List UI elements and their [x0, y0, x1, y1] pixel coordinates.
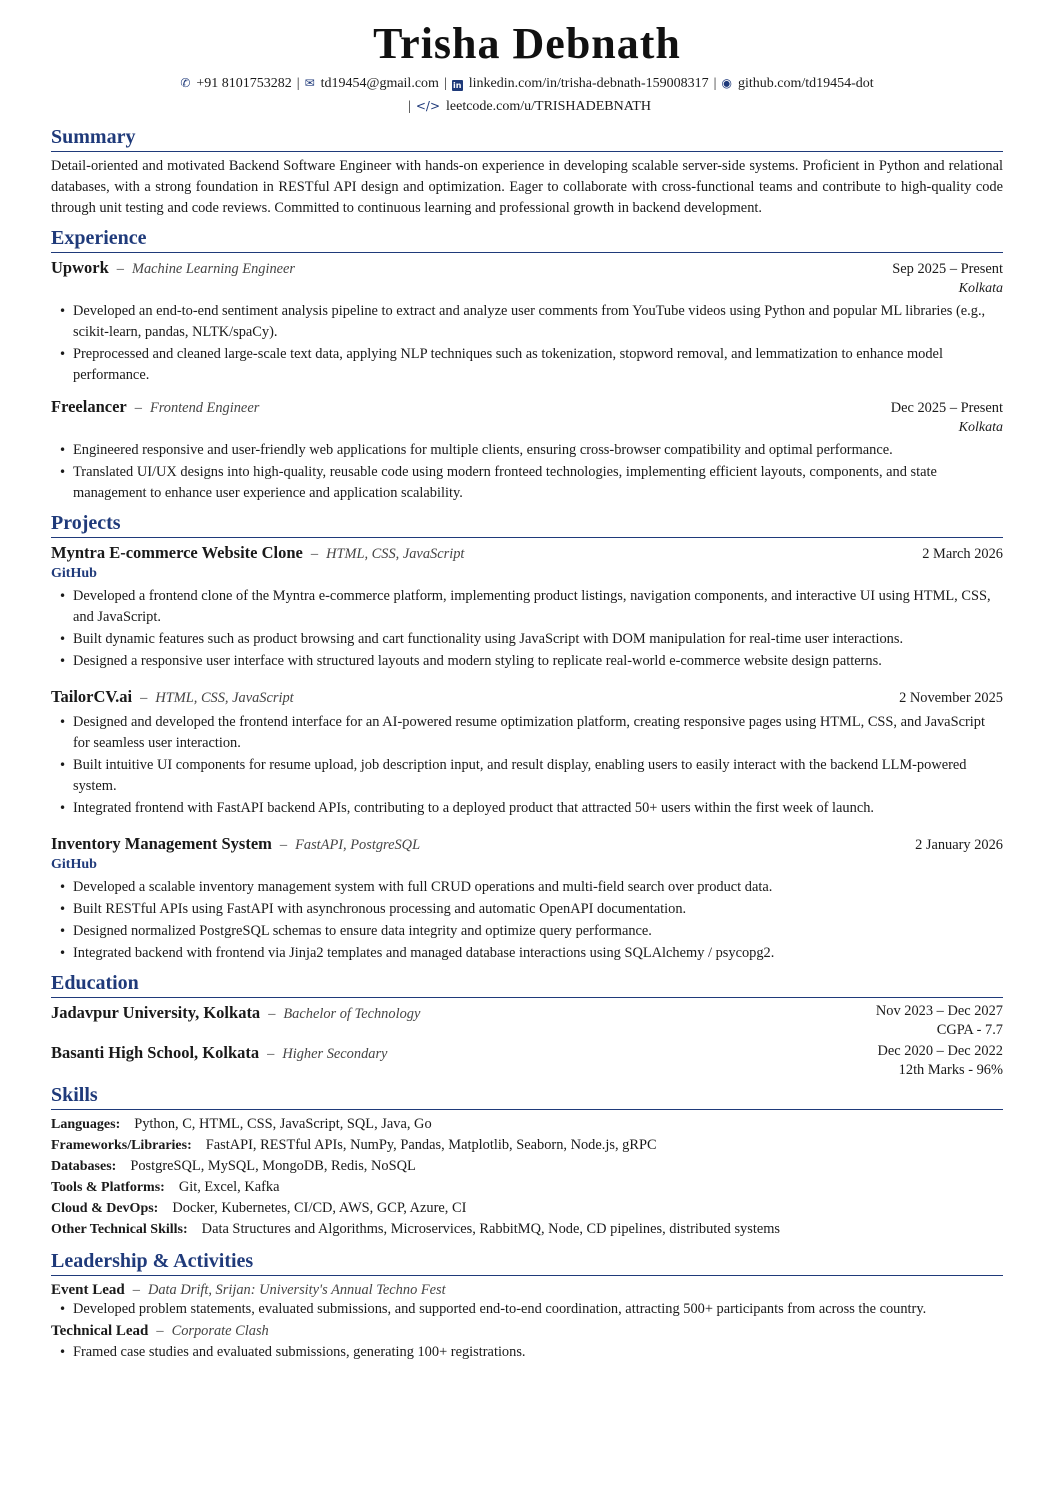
experience-entry: Freelancer – Frontend Engineer Dec 2025 – Present Kolkata • Engineered responsive and user-friendly web applications for multiple clients, ensuring cross-browser compatibility and optimal performance. • Translated UI/UX designs into high-quality, reusable code using modern fronteed technologies, implementing efficient layouts, components, and state management to enhance user experience and application scalability. [51, 396, 1003, 504]
github-link[interactable]: GitHub [51, 566, 97, 581]
skill-value: Docker, Kubernetes, CI/CD, AWS, GCP, Azure, CI [172, 1200, 467, 1216]
section-title: Projects [51, 510, 1003, 538]
skills-section [51, 1082, 1003, 1240]
education-date: Nov 2023 – Dec 2027 [875, 1003, 1003, 1019]
project-date: 2 January 2026 [915, 837, 1003, 853]
section-title: Experience [51, 225, 1003, 253]
skill-row [51, 1135, 1003, 1156]
projects-section [51, 510, 1003, 964]
project-tech: HTML, CSS, JavaScript [326, 546, 465, 562]
job-role: Machine Learning Engineer [131, 261, 296, 277]
project-tech: HTML, CSS, JavaScript [155, 690, 294, 706]
list-item: • Developed a scalable inventory management system with full CRUD operations and multi-field search over product data. [51, 877, 1003, 898]
skill-label: Frameworks/Libraries: [51, 1138, 192, 1153]
list-item: • Translated UI/UX designs into high-quality, reusable code using modern fronteed technologies, implementing efficient layouts, components, and state management to enhance user experience and application scalability. [51, 462, 1003, 504]
project-tech: FastAPI, PostgreSQL [295, 837, 421, 853]
project-title: TailorCV.ai [51, 687, 133, 706]
education-entry: Basanti High School, Kolkata – Higher Secondary Dec 2020 – Dec 2022 12th Marks - 96% [51, 1043, 1003, 1078]
list-item: • Developed a frontend clone of the Myntra e-commerce platform, implementing product listings, navigation components, and interactive UI using HTML, CSS, and JavaScript. [51, 586, 1003, 628]
skill-row [51, 1219, 1003, 1240]
skill-label: Cloud & DevOps: [51, 1201, 159, 1216]
list-item: • Designed normalized PostgreSQL schemas to ensure data integrity and optimize query performance. [51, 921, 1003, 942]
leadership-title: Technical Lead [51, 1323, 149, 1339]
education-entry: Jadavpur University, Kolkata – Bachelor of Technology Nov 2023 – Dec 2027 CGPA - 7.7 [51, 1003, 1003, 1038]
bullet-list [51, 877, 1003, 964]
job-date: Sep 2025 – Present [892, 261, 1003, 277]
bullet-list [51, 1342, 1003, 1363]
skills-list [51, 1114, 1003, 1240]
job-location: Kolkata [958, 281, 1003, 296]
job-date: Dec 2025 – Present [890, 400, 1003, 416]
project-entry: TailorCV.ai – HTML, CSS, JavaScript 2 November 2025 • Designed and developed the frontend interface for an AI-powered resume optimization platform, creating responsive pages using HTML, CSS, and JavaScript for seamless user interaction. • Built intuitive UI components for resume upload, job description input, and result display, enabling users to easily interact with the backend LLM-powered system. • Integrated frontend with FastAPI backend APIs, contributing to a deployed product that attracted 50+ users within the first week of launch. [51, 686, 1003, 819]
code-icon: </> [415, 99, 441, 113]
experience-entry: Upwork – Machine Learning Engineer Sep 2025 – Present Kolkata • Developed an end-to-end sentiment analysis pipeline to extract and analyze user comments from YouTube videos using Python and popular ML libraries (e.g., scikit-learn, pandas, NLTK/spaCy). • Preprocessed and cleaned large-scale text data, applying NLP techniques such as tokenization, stopword removal, and lemmatization to enhance model performance. [51, 257, 1003, 386]
skill-value: Python, C, HTML, CSS, JavaScript, SQL, Java, Go [134, 1116, 432, 1132]
phone-icon: ✆ [180, 76, 191, 90]
section-title: Education [51, 970, 1003, 998]
skill-row [51, 1114, 1003, 1135]
school-name: Basanti High School, Kolkata [51, 1043, 260, 1062]
summary-section [51, 124, 1003, 219]
project-date: 2 March 2026 [922, 546, 1003, 562]
candidate-name: Trisha Debnath [373, 19, 681, 68]
github-link[interactable]: GitHub [51, 857, 97, 872]
leadership-section [51, 1248, 1003, 1363]
section-title: Summary [51, 124, 1003, 152]
skill-row [51, 1198, 1003, 1219]
list-item: • Built dynamic features such as product browsing and cart functionality using JavaScript with DOM manipulation for real-time user interactions. [51, 629, 1003, 650]
list-item: • Preprocessed and cleaned large-scale text data, applying NLP techniques such as tokenization, stopword removal, and lemmatization to enhance model performance. [51, 344, 1003, 386]
list-item: • Integrated frontend with FastAPI backend APIs, contributing to a deployed product that attracted 50+ users within the first week of launch. [51, 798, 1003, 819]
section-title: Skills [51, 1082, 1003, 1110]
skill-value: PostgreSQL, MySQL, MongoDB, Redis, NoSQL [130, 1158, 416, 1174]
skill-row [51, 1156, 1003, 1177]
school-name: Jadavpur University, Kolkata [51, 1003, 261, 1022]
skill-label: Databases: [51, 1159, 117, 1174]
envelope-icon: ✉ [304, 76, 315, 90]
phone-number: +91 8101753282 [196, 76, 292, 91]
project-title: Myntra E-commerce Website Clone [51, 543, 303, 562]
github-link[interactable]: github.com/td19454-dot [737, 76, 874, 91]
leadership-detail: Corporate Clash [171, 1323, 269, 1339]
bullet-list [51, 712, 1003, 819]
linkedin-link[interactable]: linkedin.com/in/trisha-debnath-159008317 [468, 76, 709, 91]
project-entry: Inventory Management System – FastAPI, PostgreSQL 2 January 2026 GitHub • Developed a scalable inventory management system with full CRUD operations and multi-field search over product data. • Built RESTful APIs using FastAPI with asynchronous processing and automatic OpenAPI documentation. • Designed normalized PostgreSQL schemas to ensure data integrity and optimize query performance. • Integrated backend with frontend via Jinja2 templates and managed database interactions using SQLAlchemy / psycopg2. [51, 833, 1003, 964]
list-item: • Designed and developed the frontend interface for an AI-powered resume optimization platform, creating responsive pages using HTML, CSS, and JavaScript for seamless user interaction. [51, 712, 1003, 754]
job-role: Frontend Engineer [149, 400, 260, 416]
list-item: • Developed an end-to-end sentiment analysis pipeline to extract and analyze user comments from YouTube videos using Python and popular ML libraries (e.g., scikit-learn, pandas, NLTK/spaCy). [51, 301, 1003, 343]
list-item: • Built intuitive UI components for resume upload, job description input, and result display, enabling users to easily interact with the backend LLM-powered system. [51, 755, 1003, 797]
education-date: Dec 2020 – Dec 2022 [877, 1043, 1003, 1059]
project-date: 2 November 2025 [899, 690, 1003, 706]
linkedin-icon: in [453, 81, 462, 90]
degree: Bachelor of Technology [283, 1006, 421, 1022]
company-name: Upwork [51, 258, 109, 277]
bullet-list [51, 586, 1003, 672]
contact-line: ✆ +91 8101753282 | ✉ td19454@gmail.com | in linkedin.com/in/trisha-debnath-159008317 | ◉ github.com/td19454-dot | </> leetcode.com/u/TRISHADEBNATH [51, 72, 1003, 118]
skill-row [51, 1177, 1003, 1198]
education-score: 12th Marks - 96% [898, 1062, 1003, 1078]
bullet-list [51, 1301, 1003, 1318]
list-item: • Developed problem statements, evaluated submissions, and supported end-to-end coordination, attracting 500+ participants from across the country. [51, 1301, 1003, 1318]
leetcode-link[interactable]: leetcode.com/u/TRISHADEBNATH [446, 99, 651, 114]
skill-label: Tools & Platforms: [51, 1180, 165, 1195]
bullet-list [51, 440, 1003, 504]
section-title: Leadership & Activities [51, 1248, 1003, 1276]
bullet-list [51, 301, 1003, 386]
leadership-entry: Technical Lead – Corporate Clash • Framed case studies and evaluated submissions, generating 100+ registrations. [51, 1321, 1003, 1363]
degree: Higher Secondary [282, 1046, 388, 1062]
summary-text: Detail-oriented and motivated Backend Software Engineer with hands-on experience in developing scalable server-side systems. Proficient in Python and relational databases, with a strong foundation in RESTful API design and optimization. Eager to collaborate with cross-functional teams and contribute to high-quality code through unit testing and code reviews. Committed to continuous learning and professional growth in backend development. [51, 158, 1003, 216]
leadership-entry: Event Lead – Data Drift, Srijan: University's Annual Techno Fest • Developed problem statements, evaluated submissions, and supported end-to-end coordination, attracting 500+ participants from across the country. [51, 1280, 1003, 1318]
list-item: • Engineered responsive and user-friendly web applications for multiple clients, ensuring cross-browser compatibility and optimal performance. [51, 440, 1003, 461]
company-name: Freelancer [51, 397, 127, 416]
skill-value: FastAPI, RESTful APIs, NumPy, Pandas, Matplotlib, Seaborn, Node.js, gRPC [205, 1137, 657, 1153]
skill-label: Other Technical Skills: [51, 1222, 188, 1237]
experience-section [51, 225, 1003, 504]
github-icon: ◉ [721, 76, 732, 90]
list-item: • Integrated backend with frontend via Jinja2 templates and managed database interactions using SQLAlchemy / psycopg2. [51, 943, 1003, 964]
leadership-title: Event Lead [51, 1282, 125, 1298]
email-link[interactable]: td19454@gmail.com [320, 76, 439, 91]
project-title: Inventory Management System [51, 834, 272, 853]
skill-value: Data Structures and Algorithms, Microservices, RabbitMQ, Node, CD pipelines, distributed systems [201, 1221, 781, 1237]
education-score: CGPA - 7.7 [936, 1022, 1003, 1038]
project-entry: Myntra E-commerce Website Clone – HTML, CSS, JavaScript 2 March 2026 GitHub • Developed a frontend clone of the Myntra e-commerce platform, implementing product listings, navigation components, and interactive UI using HTML, CSS, and JavaScript. • Built dynamic features such as product browsing and cart functionality using JavaScript with DOM manipulation for real-time user interactions. • Designed a responsive user interface with structured layouts and modern styling to replicate real-world e-commerce website design patterns. [51, 542, 1003, 672]
skill-value: Git, Excel, Kafka [178, 1179, 280, 1195]
leadership-detail: Data Drift, Srijan: University's Annual Techno Fest [147, 1282, 446, 1298]
list-item: • Framed case studies and evaluated submissions, generating 100+ registrations. [51, 1342, 1003, 1363]
education-section [51, 970, 1003, 1080]
job-location: Kolkata [958, 420, 1003, 435]
skill-label: Languages: [51, 1117, 121, 1132]
list-item: • Built RESTful APIs using FastAPI with asynchronous processing and automatic OpenAPI documentation. [51, 899, 1003, 920]
list-item: • Designed a responsive user interface with structured layouts and modern styling to replicate real-world e-commerce website design patterns. [51, 651, 1003, 672]
